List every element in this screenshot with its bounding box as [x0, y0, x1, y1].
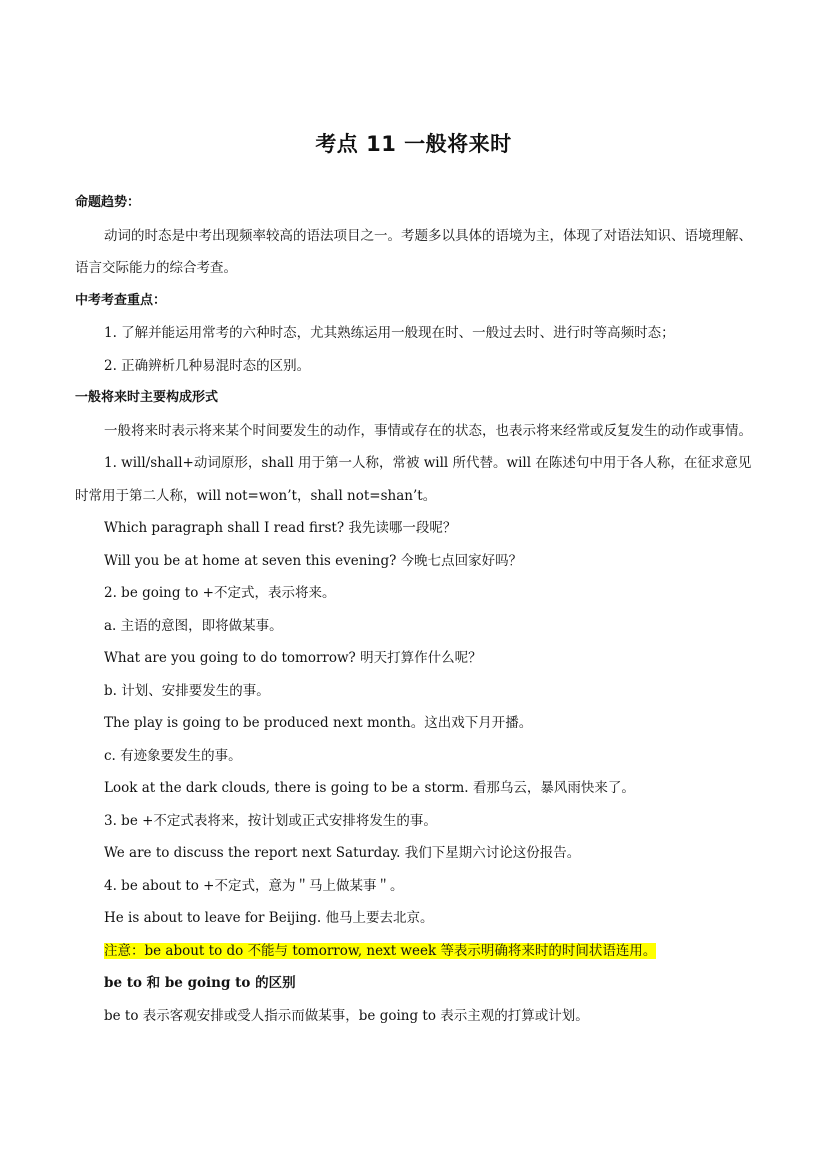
- example-line: Look at the dark clouds, there is going to be a storm. 看那乌云，暴风雨快来了。: [104, 780, 635, 796]
- diff-heading: be to 和 be going to 的区别: [104, 975, 296, 991]
- rule-2: 2. be going to +不定式，表示将来。: [104, 585, 336, 601]
- intro-paragraph: 一般将来时表示将来某个时间要发生的动作，事情或存在的状态，也表示将来经常或反复发生的动作或事情。: [104, 422, 752, 439]
- note-highlight: tomorrow, next week: [288, 942, 441, 959]
- note-highlight: 注意：be about to do: [104, 942, 248, 959]
- forms-heading: 一般将来时主要构成形式: [75, 390, 219, 405]
- note-highlight: 等表示明确将来时的时间状语连用。: [440, 942, 657, 959]
- focus-item: 1. 了解并能运用常考的六种时态，尤其熟练运用一般现在时、一般过去时、进行时等高频时态；: [104, 325, 675, 341]
- example-line: He is about to leave for Beijing. 他马上要去北京。: [104, 910, 434, 926]
- focus-item: 2. 正确辨析几种易混时态的区别。: [104, 357, 311, 374]
- note-highlight: 不能与: [247, 942, 289, 959]
- example-line: What are you going to do tomorrow? 明天打算作什么呢？: [104, 650, 482, 666]
- rule-1: 1. will/shall+动词原形，shall 用于第一人称，常被 will 所代替。will 在陈述句中用于各人称，在征求意见时常用于第二人称，will not=won’t，shall not=shan’t。: [75, 455, 752, 504]
- trend-paragraph: 动词的时态是中考出现频率较高的语法项目之一。考题多以具体的语境为主，体现了对语法知识、语境理解、语言交际能力的综合考查。: [75, 227, 752, 276]
- document-body: [75, 187, 752, 1032]
- rule-4: 4. be about to +不定式，意为＂马上做某事＂。: [104, 877, 404, 894]
- rule-3: 3. be +不定式表将来，按计划或正式安排将发生的事。: [104, 812, 437, 829]
- rule-2b: b. 计划、安排要发生的事。: [104, 682, 270, 699]
- rule-2a: a. 主语的意图，即将做某事。: [104, 617, 283, 634]
- example-line: The play is going to be produced next month。这出戏下月开播。: [104, 715, 533, 731]
- rule-2c: c. 有迹象要发生的事。: [104, 747, 242, 764]
- page-title: 考点 11 一般将来时: [315, 132, 512, 156]
- focus-heading: 中考考查重点：: [75, 292, 167, 308]
- example-line: We are to discuss the report next Saturday. 我们下星期六讨论这份报告。: [104, 845, 581, 861]
- diff-paragraph: be to 表示客观安排或受人指示而做某事，be going to 表示主观的打算或计划。: [104, 1007, 589, 1024]
- example-line: Will you be at home at seven this evening? 今晚七点回家好吗？: [104, 552, 523, 569]
- example-line: Which paragraph shall I read first? 我先读哪一段呢？: [104, 520, 457, 536]
- note-line: [75, 935, 752, 968]
- trend-heading: 命题趋势：: [75, 195, 141, 210]
